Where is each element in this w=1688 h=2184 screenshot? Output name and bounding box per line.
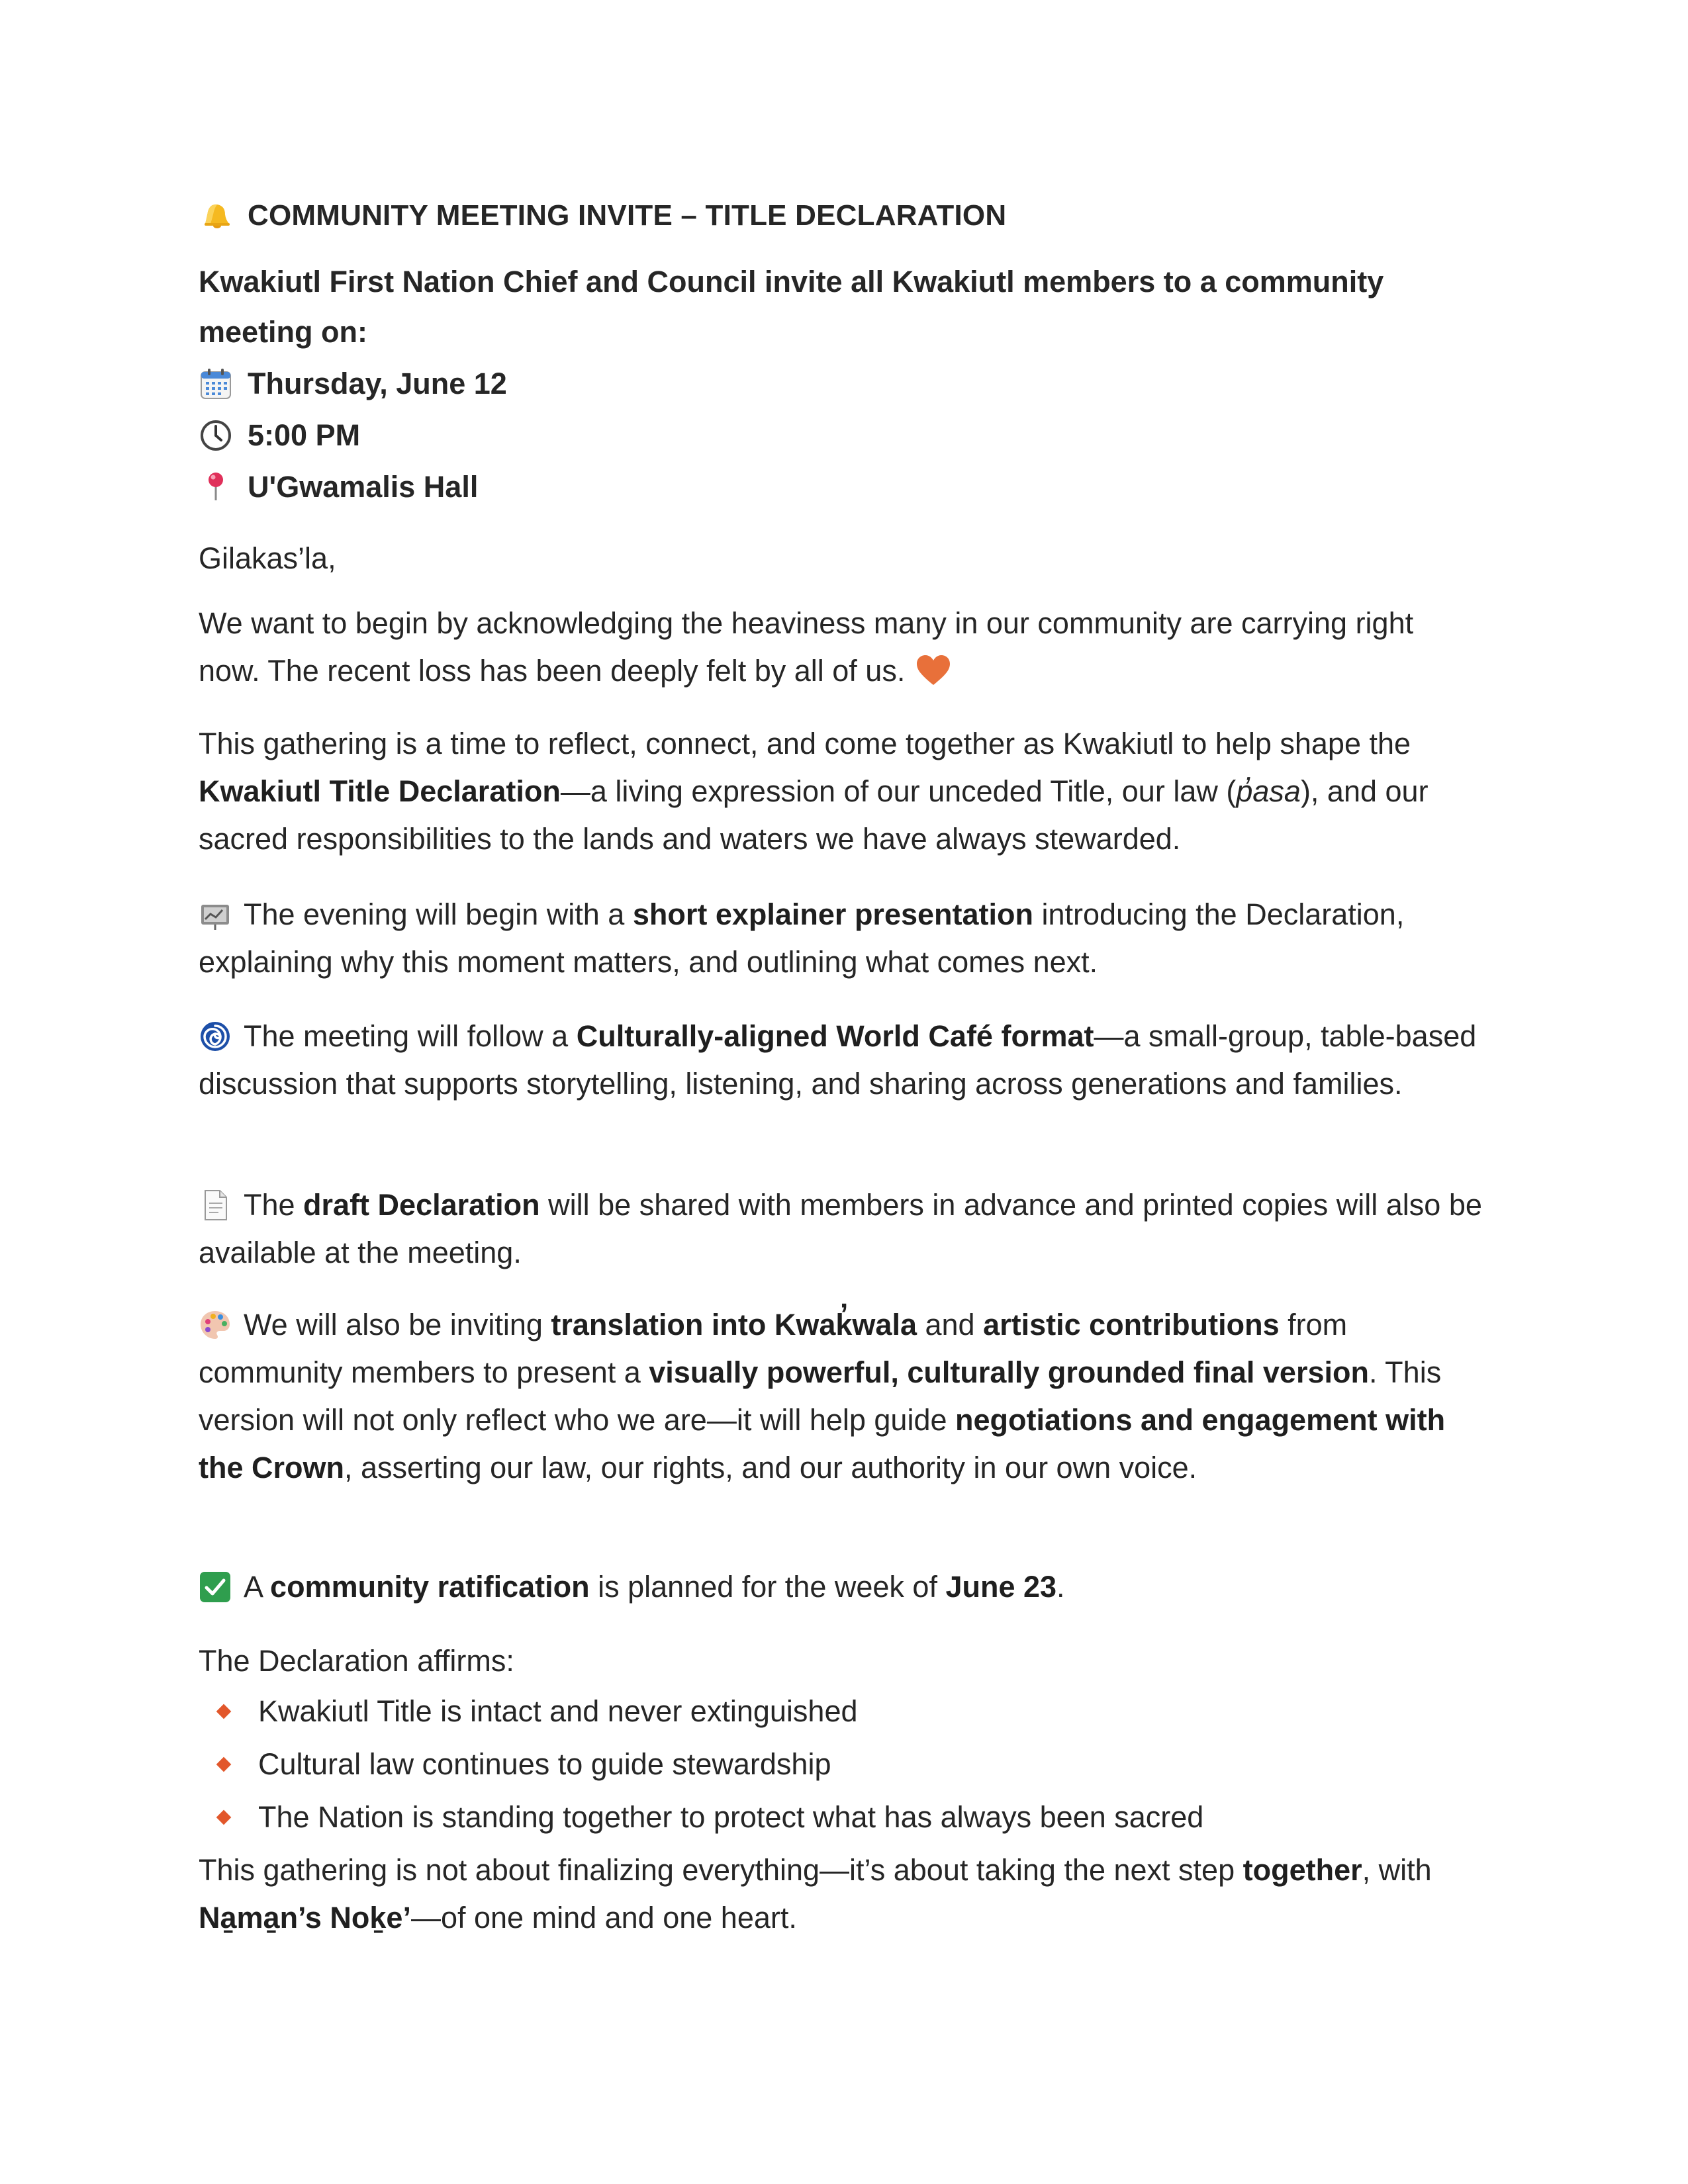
text-span: ), and our sacred responsibilities to the lands and waters we have always stewarded. [199,774,1429,856]
text-span: —a living expression of our unceded Title, our law ( [560,774,1237,808]
diamond-bullet-icon [216,1704,232,1719]
document-icon [199,1189,232,1222]
emphasis: negotiations and engagement with the Crown [199,1403,1446,1484]
bell-icon [199,199,233,233]
greeting: Gilakas’la, [199,541,336,575]
list-item-text: Kwakiutl Title is intact and never extinguished [258,1694,858,1728]
orange-heart-icon [915,655,951,686]
text-span: —a small-group, table-based discussion that supports storytelling, listening, and sharing across generations and families. [199,1019,1477,1101]
paragraph-gathering [199,720,1496,863]
text-span: is planned for the week of [589,1570,946,1604]
list-item-text: Cultural law continues to guide stewardship [258,1747,831,1781]
title-row [199,192,1496,240]
text-span: and [917,1308,984,1342]
check-mark-icon [199,1570,232,1604]
ratification-date: June 23 [945,1570,1057,1604]
list-item [199,1738,1496,1791]
text-span: . This version will not only reflect who we are—it will help guide [199,1355,1442,1437]
text-span: This gathering is not about finalizing everything—it’s about taking the next step [199,1853,1243,1887]
emphasis: Culturally-aligned World Café format [576,1019,1094,1053]
text-span: A [244,1570,271,1604]
affirms-lead: The Declaration affirms: [199,1644,514,1678]
pasa-term: p̓asa [1236,774,1301,808]
time-row [199,410,1496,461]
meeting-time: 5:00 PM [248,418,361,452]
text-span: from community members to present a [199,1308,1348,1389]
list-item-text: The Nation is standing together to protect what has always been sacred [258,1800,1204,1834]
paragraph-text: We want to begin by acknowledging the heaviness many in our community are carrying right now. The recent loss has been deeply felt by all of us. [199,606,1414,688]
paragraph-ratification [199,1563,1496,1611]
emphasis: community ratification [270,1570,590,1604]
diamond-bullet-icon [216,1757,232,1772]
cyclone-icon [199,1020,232,1053]
text-span: We will also be inviting [244,1308,551,1342]
affirms-list [199,1685,1496,1844]
text-span: , asserting our law, our rights, and our authority in our own voice. [344,1451,1197,1484]
paragraph-translation [199,1301,1496,1492]
text-span: introducing the Declaration, explaining why this moment matters, and outlining what comes next. [199,897,1405,979]
emphasis: together [1243,1853,1362,1887]
emphasis: draft Declaration [303,1188,540,1222]
text-span: The [244,1188,304,1222]
emphasis: translation into Kwak̓wala [551,1308,917,1342]
page-title: COMMUNITY MEETING INVITE – TITLE DECLARATION [248,199,1007,232]
paragraph-presentation [199,891,1496,986]
paragraph-draft [199,1181,1496,1277]
presentation-icon [199,898,232,931]
paragraph-world-cafe [199,1013,1496,1108]
clock-icon [199,418,233,453]
pushpin-icon [199,470,233,504]
closing-paragraph [199,1846,1456,1942]
meeting-location: U'Gwamalis Hall [248,470,479,504]
invite-intro: Kwakiutl First Nation Chief and Council invite all Kwakiutl members to a community meeting on: [199,265,1384,349]
declaration-name: Kwakiutl Title Declaration [199,774,561,808]
date-row [199,358,1496,410]
emphasis: artistic contributions [983,1308,1280,1342]
text-span: —of one mind and one heart. [410,1901,797,1934]
list-item [199,1685,1496,1738]
meeting-date: Thursday, June 12 [248,367,507,400]
emphasis: visually powerful, culturally grounded final version [649,1355,1369,1389]
text-span: . [1056,1570,1065,1604]
text-span: will be shared with members in advance and printed copies will also be available at the meeting. [199,1188,1482,1269]
palette-icon [199,1308,232,1342]
emphasis: short explainer presentation [632,897,1033,931]
text-span: , with [1362,1853,1432,1887]
paragraph-acknowledgement [199,600,1430,695]
text-span: The evening will begin with a [244,897,633,931]
list-item [199,1791,1496,1844]
location-row [199,461,1496,513]
naman-noke-term: Na̱ma̱n’s Noḵe’ [199,1901,411,1934]
calendar-icon [199,367,233,401]
text-span: This gathering is a time to reflect, connect, and come together as Kwakiutl to help shape the [199,727,1411,760]
text-span: The meeting will follow a [244,1019,577,1053]
diamond-bullet-icon [216,1810,232,1825]
